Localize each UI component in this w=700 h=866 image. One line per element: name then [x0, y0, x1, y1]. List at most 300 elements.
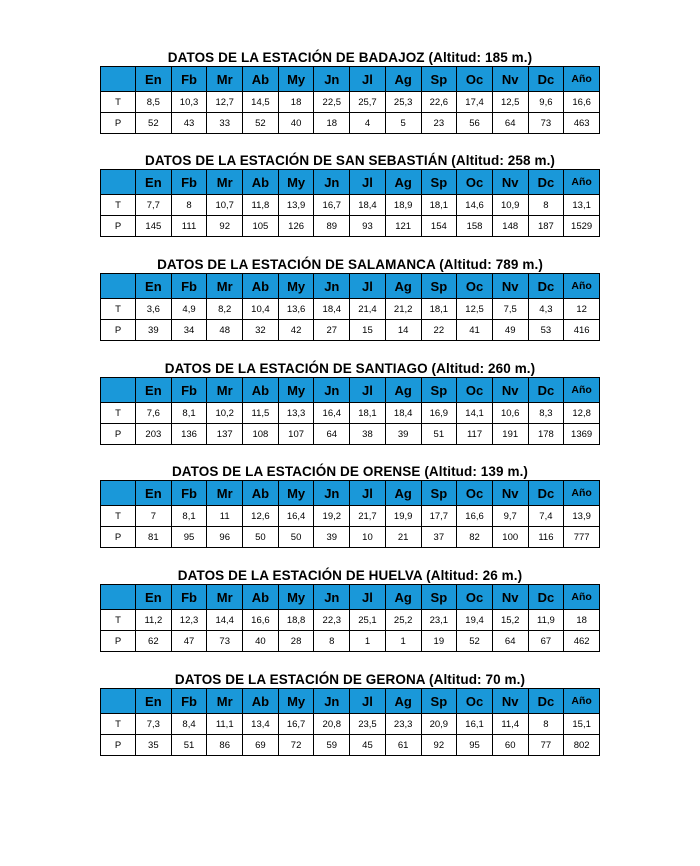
precipitation-cell: 93 — [350, 216, 386, 237]
temperature-cell: 12,5 — [492, 92, 528, 113]
temperature-cell: 16,6 — [243, 610, 279, 631]
precipitation-cell: 116 — [528, 527, 564, 548]
temperature-cell: 10,6 — [492, 403, 528, 424]
row-label: T — [101, 299, 136, 320]
temperature-cell: 11,4 — [492, 714, 528, 735]
month-header: Mr — [207, 481, 243, 506]
precipitation-cell: 107 — [278, 424, 314, 445]
temperature-cell: 4,3 — [528, 299, 564, 320]
month-header: Fb — [171, 689, 207, 714]
month-header: Jl — [350, 481, 386, 506]
precipitation-cell: 1 — [385, 631, 421, 652]
row-label: T — [101, 506, 136, 527]
temperature-cell: 13,9 — [564, 506, 600, 527]
temperature-cell: 22,3 — [314, 610, 350, 631]
temperature-cell: 23,1 — [421, 610, 457, 631]
climate-table — [100, 66, 600, 134]
temperature-cell: 8 — [171, 195, 207, 216]
month-header: Oc — [457, 585, 493, 610]
precipitation-row — [101, 735, 600, 756]
temperature-cell: 18 — [564, 610, 600, 631]
climate-table — [100, 584, 600, 652]
temperature-cell: 8,4 — [171, 714, 207, 735]
temperature-cell: 11,1 — [207, 714, 243, 735]
month-header: Fb — [171, 67, 207, 92]
month-header: Ag — [385, 67, 421, 92]
table-header-row — [101, 170, 600, 195]
climate-table — [100, 169, 600, 237]
table-header-row — [101, 585, 600, 610]
precipitation-cell: 15 — [350, 320, 386, 341]
temperature-cell: 13,6 — [278, 299, 314, 320]
header-corner-cell — [101, 689, 136, 714]
temperature-cell: 25,3 — [385, 92, 421, 113]
precipitation-cell: 4 — [350, 113, 386, 134]
temperature-cell: 7 — [136, 506, 172, 527]
temperature-cell: 11,5 — [243, 403, 279, 424]
precipitation-cell: 60 — [492, 735, 528, 756]
month-header: My — [278, 481, 314, 506]
precipitation-cell: 117 — [457, 424, 493, 445]
row-label: T — [101, 714, 136, 735]
temperature-cell: 25,7 — [350, 92, 386, 113]
row-label: T — [101, 195, 136, 216]
table-header-row — [101, 274, 600, 299]
month-header: En — [136, 585, 172, 610]
temperature-cell: 13,4 — [243, 714, 279, 735]
temperature-cell: 18,4 — [350, 195, 386, 216]
precipitation-cell: 39 — [385, 424, 421, 445]
station-title: DATOS DE LA ESTACIÓN DE SALAMANCA (Altitud: 789 m.) — [157, 257, 543, 272]
precipitation-cell: 52 — [136, 113, 172, 134]
temperature-cell: 18,1 — [421, 299, 457, 320]
precipitation-cell: 462 — [564, 631, 600, 652]
temperature-cell: 15,2 — [492, 610, 528, 631]
month-header: Oc — [457, 689, 493, 714]
precipitation-cell: 53 — [528, 320, 564, 341]
station-title: DATOS DE LA ESTACIÓN DE GERONA (Altitud: 70 m.) — [174, 672, 526, 687]
temperature-cell: 13,9 — [278, 195, 314, 216]
month-header: Sp — [421, 274, 457, 299]
temperature-row — [101, 195, 600, 216]
precipitation-cell: 52 — [457, 631, 493, 652]
month-header: En — [136, 170, 172, 195]
header-corner-cell — [101, 378, 136, 403]
precipitation-cell: 121 — [385, 216, 421, 237]
precipitation-cell: 33 — [207, 113, 243, 134]
row-label: P — [101, 113, 136, 134]
precipitation-cell: 108 — [243, 424, 279, 445]
table-header-row — [101, 378, 600, 403]
row-label: T — [101, 403, 136, 424]
precipitation-cell: 56 — [457, 113, 493, 134]
temperature-cell: 19,2 — [314, 506, 350, 527]
temperature-cell: 19,4 — [457, 610, 493, 631]
month-header: En — [136, 481, 172, 506]
precipitation-row — [101, 216, 600, 237]
month-header: Jn — [314, 170, 350, 195]
temperature-cell: 7,7 — [136, 195, 172, 216]
temperature-cell: 18 — [278, 92, 314, 113]
precipitation-cell: 203 — [136, 424, 172, 445]
month-header: Jn — [314, 585, 350, 610]
station-block — [100, 257, 600, 341]
month-header: Nv — [492, 378, 528, 403]
temperature-cell: 21,4 — [350, 299, 386, 320]
month-header: Jn — [314, 378, 350, 403]
temperature-cell: 16,4 — [314, 403, 350, 424]
precipitation-cell: 1 — [350, 631, 386, 652]
month-header: Mr — [207, 585, 243, 610]
temperature-cell: 17,4 — [457, 92, 493, 113]
precipitation-cell: 187 — [528, 216, 564, 237]
temperature-cell: 21,2 — [385, 299, 421, 320]
temperature-cell: 13,1 — [564, 195, 600, 216]
precipitation-cell: 45 — [350, 735, 386, 756]
temperature-row — [101, 403, 600, 424]
month-header: Jn — [314, 689, 350, 714]
month-header: Ag — [385, 689, 421, 714]
header-corner-cell — [101, 67, 136, 92]
month-header: Sp — [421, 585, 457, 610]
month-header: Año — [564, 585, 600, 610]
precipitation-cell: 28 — [278, 631, 314, 652]
temperature-cell: 3,6 — [136, 299, 172, 320]
precipitation-cell: 92 — [421, 735, 457, 756]
temperature-cell: 12,6 — [243, 506, 279, 527]
temperature-cell: 18,4 — [314, 299, 350, 320]
month-header: Dc — [528, 689, 564, 714]
precipitation-cell: 49 — [492, 320, 528, 341]
header-corner-cell — [101, 481, 136, 506]
month-header: Sp — [421, 481, 457, 506]
temperature-row — [101, 714, 600, 735]
precipitation-cell: 8 — [314, 631, 350, 652]
header-corner-cell — [101, 274, 136, 299]
temperature-cell: 14,4 — [207, 610, 243, 631]
temperature-cell: 8,3 — [528, 403, 564, 424]
station-title: DATOS DE LA ESTACIÓN DE HUELVA (Altitud: 26 m.) — [177, 568, 523, 583]
precipitation-cell: 86 — [207, 735, 243, 756]
temperature-cell: 11,9 — [528, 610, 564, 631]
temperature-cell: 14,6 — [457, 195, 493, 216]
precipitation-cell: 21 — [385, 527, 421, 548]
temperature-cell: 8,5 — [136, 92, 172, 113]
row-label: P — [101, 527, 136, 548]
month-header: My — [278, 378, 314, 403]
precipitation-cell: 137 — [207, 424, 243, 445]
precipitation-cell: 64 — [492, 631, 528, 652]
precipitation-cell: 96 — [207, 527, 243, 548]
temperature-cell: 25,2 — [385, 610, 421, 631]
month-header: Año — [564, 274, 600, 299]
month-header: Mr — [207, 170, 243, 195]
precipitation-row — [101, 320, 600, 341]
month-header: Ag — [385, 585, 421, 610]
precipitation-cell: 34 — [171, 320, 207, 341]
precipitation-cell: 100 — [492, 527, 528, 548]
month-header: Nv — [492, 274, 528, 299]
month-header: Ab — [243, 481, 279, 506]
row-label: P — [101, 320, 136, 341]
temperature-cell: 18,9 — [385, 195, 421, 216]
precipitation-row — [101, 527, 600, 548]
precipitation-cell: 19 — [421, 631, 457, 652]
climate-table — [100, 273, 600, 341]
month-header: Fb — [171, 481, 207, 506]
month-header: Año — [564, 378, 600, 403]
temperature-cell: 8,2 — [207, 299, 243, 320]
precipitation-cell: 416 — [564, 320, 600, 341]
precipitation-cell: 1369 — [564, 424, 600, 445]
month-header: Jn — [314, 67, 350, 92]
month-header: Nv — [492, 481, 528, 506]
temperature-cell: 7,3 — [136, 714, 172, 735]
header-corner-cell — [101, 585, 136, 610]
month-header: Mr — [207, 378, 243, 403]
month-header: Ab — [243, 67, 279, 92]
month-header: Ag — [385, 378, 421, 403]
month-header: Oc — [457, 170, 493, 195]
month-header: En — [136, 689, 172, 714]
temperature-cell: 20,8 — [314, 714, 350, 735]
temperature-cell: 16,7 — [278, 714, 314, 735]
temperature-row — [101, 299, 600, 320]
precipitation-cell: 191 — [492, 424, 528, 445]
precipitation-cell: 178 — [528, 424, 564, 445]
precipitation-cell: 64 — [492, 113, 528, 134]
precipitation-cell: 27 — [314, 320, 350, 341]
temperature-row — [101, 506, 600, 527]
month-header: Fb — [171, 170, 207, 195]
precipitation-cell: 40 — [278, 113, 314, 134]
row-label: P — [101, 216, 136, 237]
month-header: Jl — [350, 689, 386, 714]
month-header: Fb — [171, 378, 207, 403]
temperature-cell: 9,7 — [492, 506, 528, 527]
month-header: My — [278, 67, 314, 92]
precipitation-cell: 43 — [171, 113, 207, 134]
month-header: Jl — [350, 378, 386, 403]
precipitation-cell: 154 — [421, 216, 457, 237]
temperature-cell: 10,9 — [492, 195, 528, 216]
precipitation-cell: 52 — [243, 113, 279, 134]
station-title: DATOS DE LA ESTACIÓN DE ORENSE (Altitud: 139 m.) — [171, 464, 529, 479]
month-header: Sp — [421, 689, 457, 714]
temperature-cell: 22,5 — [314, 92, 350, 113]
month-header: Jl — [350, 170, 386, 195]
precipitation-cell: 111 — [171, 216, 207, 237]
month-header: Mr — [207, 689, 243, 714]
station-block — [100, 153, 600, 237]
month-header: Nv — [492, 67, 528, 92]
month-header: En — [136, 378, 172, 403]
precipitation-cell: 59 — [314, 735, 350, 756]
climate-table — [100, 377, 600, 445]
precipitation-cell: 38 — [350, 424, 386, 445]
month-header: Jl — [350, 67, 386, 92]
precipitation-cell: 67 — [528, 631, 564, 652]
temperature-cell: 11,2 — [136, 610, 172, 631]
temperature-cell: 12,7 — [207, 92, 243, 113]
precipitation-cell: 18 — [314, 113, 350, 134]
precipitation-cell: 148 — [492, 216, 528, 237]
temperature-cell: 12,8 — [564, 403, 600, 424]
precipitation-cell: 95 — [457, 735, 493, 756]
temperature-cell: 20,9 — [421, 714, 457, 735]
temperature-cell: 19,9 — [385, 506, 421, 527]
temperature-cell: 18,4 — [385, 403, 421, 424]
temperature-cell: 14,1 — [457, 403, 493, 424]
month-header: My — [278, 170, 314, 195]
month-header: Sp — [421, 170, 457, 195]
table-header-row — [101, 481, 600, 506]
table-header-row — [101, 67, 600, 92]
precipitation-cell: 72 — [278, 735, 314, 756]
month-header: My — [278, 274, 314, 299]
precipitation-cell: 39 — [314, 527, 350, 548]
month-header: Oc — [457, 274, 493, 299]
row-label: T — [101, 92, 136, 113]
precipitation-cell: 10 — [350, 527, 386, 548]
month-header: Jn — [314, 481, 350, 506]
precipitation-row — [101, 631, 600, 652]
precipitation-cell: 105 — [243, 216, 279, 237]
month-header: Oc — [457, 481, 493, 506]
row-label: P — [101, 631, 136, 652]
temperature-cell: 14,5 — [243, 92, 279, 113]
temperature-cell: 13,3 — [278, 403, 314, 424]
temperature-cell: 11 — [207, 506, 243, 527]
temperature-cell: 10,2 — [207, 403, 243, 424]
month-header: Año — [564, 689, 600, 714]
month-header: Oc — [457, 67, 493, 92]
precipitation-cell: 81 — [136, 527, 172, 548]
month-header: Nv — [492, 689, 528, 714]
temperature-cell: 8 — [528, 195, 564, 216]
month-header: Dc — [528, 378, 564, 403]
precipitation-cell: 32 — [243, 320, 279, 341]
precipitation-cell: 47 — [171, 631, 207, 652]
temperature-cell: 17,7 — [421, 506, 457, 527]
precipitation-cell: 48 — [207, 320, 243, 341]
month-header: Jn — [314, 274, 350, 299]
month-header: Ag — [385, 274, 421, 299]
precipitation-cell: 802 — [564, 735, 600, 756]
station-block — [100, 50, 600, 134]
precipitation-cell: 41 — [457, 320, 493, 341]
month-header: Ab — [243, 378, 279, 403]
month-header: Dc — [528, 274, 564, 299]
month-header: My — [278, 689, 314, 714]
temperature-cell: 16,1 — [457, 714, 493, 735]
precipitation-cell: 64 — [314, 424, 350, 445]
precipitation-cell: 92 — [207, 216, 243, 237]
row-label: T — [101, 610, 136, 631]
month-header: Nv — [492, 585, 528, 610]
precipitation-cell: 42 — [278, 320, 314, 341]
month-header: Año — [564, 67, 600, 92]
station-block — [100, 568, 600, 652]
precipitation-cell: 37 — [421, 527, 457, 548]
station-title: DATOS DE LA ESTACIÓN DE BADAJOZ (Altitud: 185 m.) — [167, 50, 533, 65]
temperature-cell: 8,1 — [171, 403, 207, 424]
month-header: Dc — [528, 170, 564, 195]
precipitation-cell: 50 — [243, 527, 279, 548]
month-header: Nv — [492, 170, 528, 195]
temperature-cell: 7,5 — [492, 299, 528, 320]
row-label: P — [101, 735, 136, 756]
temperature-cell: 9,6 — [528, 92, 564, 113]
temperature-cell: 22,6 — [421, 92, 457, 113]
table-header-row — [101, 689, 600, 714]
precipitation-cell: 136 — [171, 424, 207, 445]
precipitation-cell: 39 — [136, 320, 172, 341]
climate-table — [100, 688, 600, 756]
temperature-cell: 10,4 — [243, 299, 279, 320]
temperature-cell: 16,7 — [314, 195, 350, 216]
temperature-cell: 8 — [528, 714, 564, 735]
month-header: Dc — [528, 67, 564, 92]
month-header: Ag — [385, 170, 421, 195]
temperature-cell: 16,4 — [278, 506, 314, 527]
month-header: Ab — [243, 170, 279, 195]
temperature-cell: 4,9 — [171, 299, 207, 320]
month-header: En — [136, 67, 172, 92]
month-header: Mr — [207, 67, 243, 92]
month-header: Oc — [457, 378, 493, 403]
temperature-cell: 16,6 — [564, 92, 600, 113]
precipitation-cell: 61 — [385, 735, 421, 756]
temperature-cell: 11,8 — [243, 195, 279, 216]
month-header: Año — [564, 170, 600, 195]
temperature-cell: 12,3 — [171, 610, 207, 631]
temperature-cell: 12,5 — [457, 299, 493, 320]
temperature-cell: 7,6 — [136, 403, 172, 424]
temperature-cell: 16,9 — [421, 403, 457, 424]
precipitation-cell: 73 — [207, 631, 243, 652]
header-corner-cell — [101, 170, 136, 195]
station-block — [100, 672, 600, 756]
precipitation-cell: 89 — [314, 216, 350, 237]
temperature-cell: 23,3 — [385, 714, 421, 735]
precipitation-cell: 51 — [171, 735, 207, 756]
station-block — [100, 464, 600, 548]
temperature-cell: 12 — [564, 299, 600, 320]
precipitation-cell: 463 — [564, 113, 600, 134]
month-header: Fb — [171, 274, 207, 299]
station-block — [100, 361, 600, 445]
month-header: Jl — [350, 585, 386, 610]
temperature-cell: 18,1 — [421, 195, 457, 216]
precipitation-cell: 35 — [136, 735, 172, 756]
precipitation-cell: 1529 — [564, 216, 600, 237]
precipitation-cell: 50 — [278, 527, 314, 548]
temperature-cell: 18,1 — [350, 403, 386, 424]
temperature-cell: 7,4 — [528, 506, 564, 527]
month-header: Ab — [243, 585, 279, 610]
precipitation-cell: 777 — [564, 527, 600, 548]
temperature-cell: 18,8 — [278, 610, 314, 631]
precipitation-row — [101, 424, 600, 445]
temperature-cell: 8,1 — [171, 506, 207, 527]
month-header: Ab — [243, 689, 279, 714]
month-header: Dc — [528, 585, 564, 610]
temperature-cell: 10,7 — [207, 195, 243, 216]
precipitation-cell: 95 — [171, 527, 207, 548]
month-header: Año — [564, 481, 600, 506]
precipitation-cell: 62 — [136, 631, 172, 652]
